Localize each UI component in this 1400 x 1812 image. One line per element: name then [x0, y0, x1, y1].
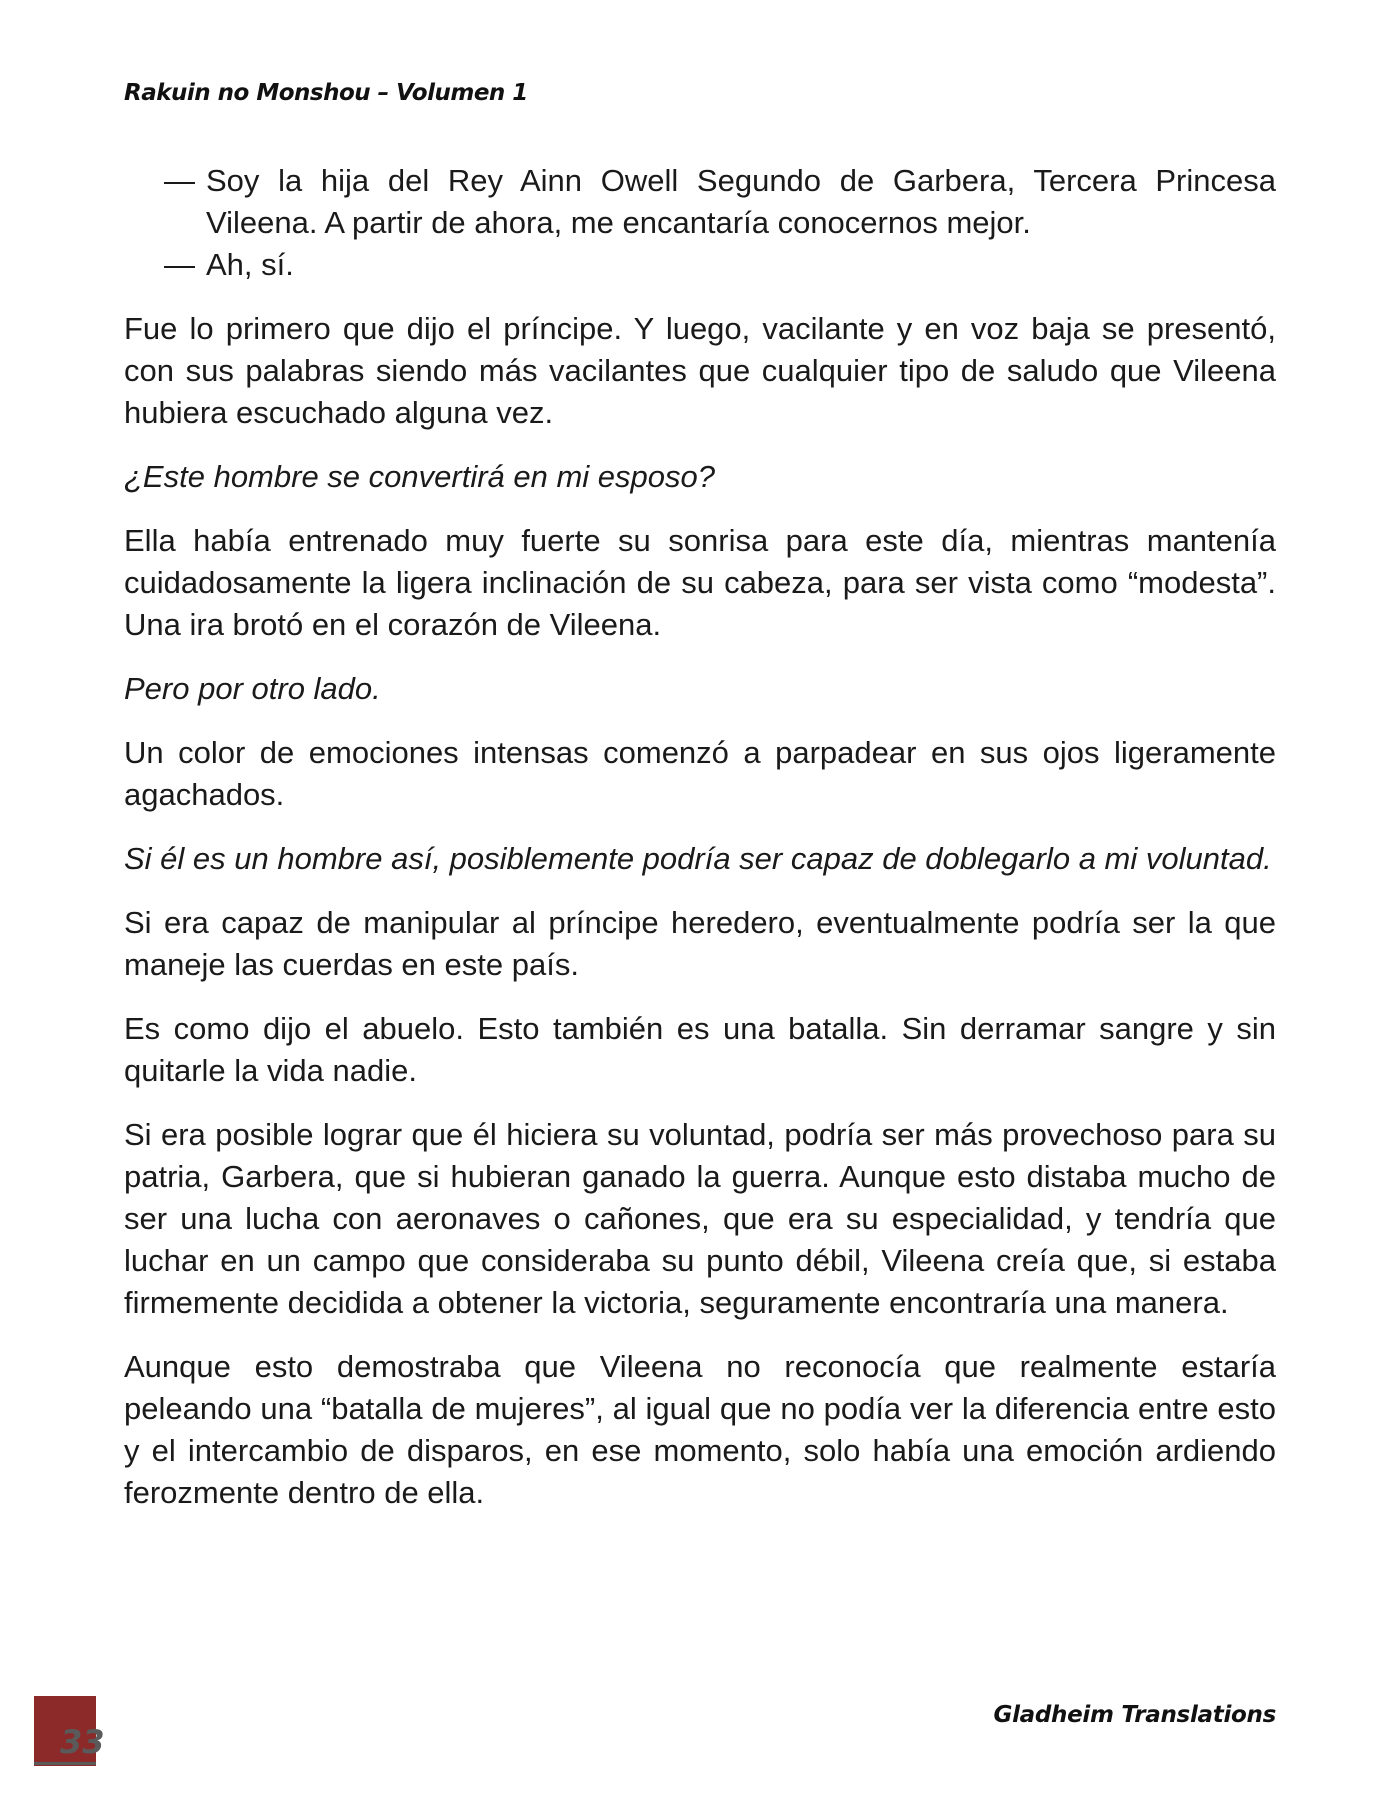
dialogue-block: [124, 160, 1276, 286]
translator-credit: Gladheim Translations: [993, 1702, 1276, 1728]
dialogue-dash: —: [164, 163, 195, 198]
paragraph: Un color de emociones intensas comenzó a parpadear en sus ojos ligeramente agachados.: [124, 735, 1276, 812]
dialogue-text: Ah, sí.: [206, 247, 294, 282]
dialogue-line: [124, 244, 1276, 286]
paragraph: Si era capaz de manipular al príncipe heredero, eventualmente podría ser la que maneje las cuerdas en este país.: [124, 905, 1276, 982]
page-number-underline: [34, 1762, 96, 1765]
paragraph: Aunque esto demostraba que Vileena no reconocía que realmente estaría peleando una “batalla de mujeres”, al igual que no podía ver la diferencia entre esto y el intercambio de disparos, en ese momento, solo había una emoción ardiendo ferozmente dentro de ella.: [124, 1349, 1276, 1510]
running-header: Rakuin no Monshou – Volumen 1: [124, 80, 528, 106]
inner-thought: ¿Este hombre se convertirá en mi esposo?: [124, 459, 715, 494]
paragraph: Si era posible lograr que él hiciera su voluntad, podría ser más provechoso para su patria, Garbera, que si hubieran ganado la guerra. Aunque esto distaba mucho de ser una lucha con aeronaves o cañones, que era su especialidad, y tendría que luchar en un campo que consideraba su punto débil, Vileena creía que, si estaba firmemente decidida a obtener la victoria, seguramente encontraría una manera.: [124, 1117, 1276, 1320]
dialogue-dash: —: [164, 247, 195, 282]
paragraph: Ella había entrenado muy fuerte su sonrisa para este día, mientras mantenía cuidadosamente la ligera inclinación de su cabeza, para ser vista como “modesta”. Una ira brotó en el corazón de Vileena.: [124, 523, 1276, 642]
page-body: [124, 160, 1276, 1536]
page-number-badge: [34, 1696, 105, 1766]
inner-thought: Pero por otro lado.: [124, 671, 381, 706]
paragraph: Es como dijo el abuelo. Esto también es una batalla. Sin derramar sangre y sin quitarle la vida nadie.: [124, 1011, 1276, 1088]
dialogue-line: [124, 160, 1276, 244]
paragraph: Fue lo primero que dijo el príncipe. Y luego, vacilante y en voz baja se presentó, con sus palabras siendo más vacilantes que cualquier tipo de saludo que Vileena hubiera escuchado alguna vez.: [124, 311, 1276, 430]
page-number: 33: [60, 1723, 105, 1761]
inner-thought: Si él es un hombre así, posiblemente podría ser capaz de doblegarlo a mi voluntad.: [124, 841, 1272, 876]
dialogue-text: Soy la hija del Rey Ainn Owell Segundo de Garbera, Tercera Princesa Vileena. A partir de ahora, me encantaría conocernos mejor.: [206, 163, 1276, 240]
